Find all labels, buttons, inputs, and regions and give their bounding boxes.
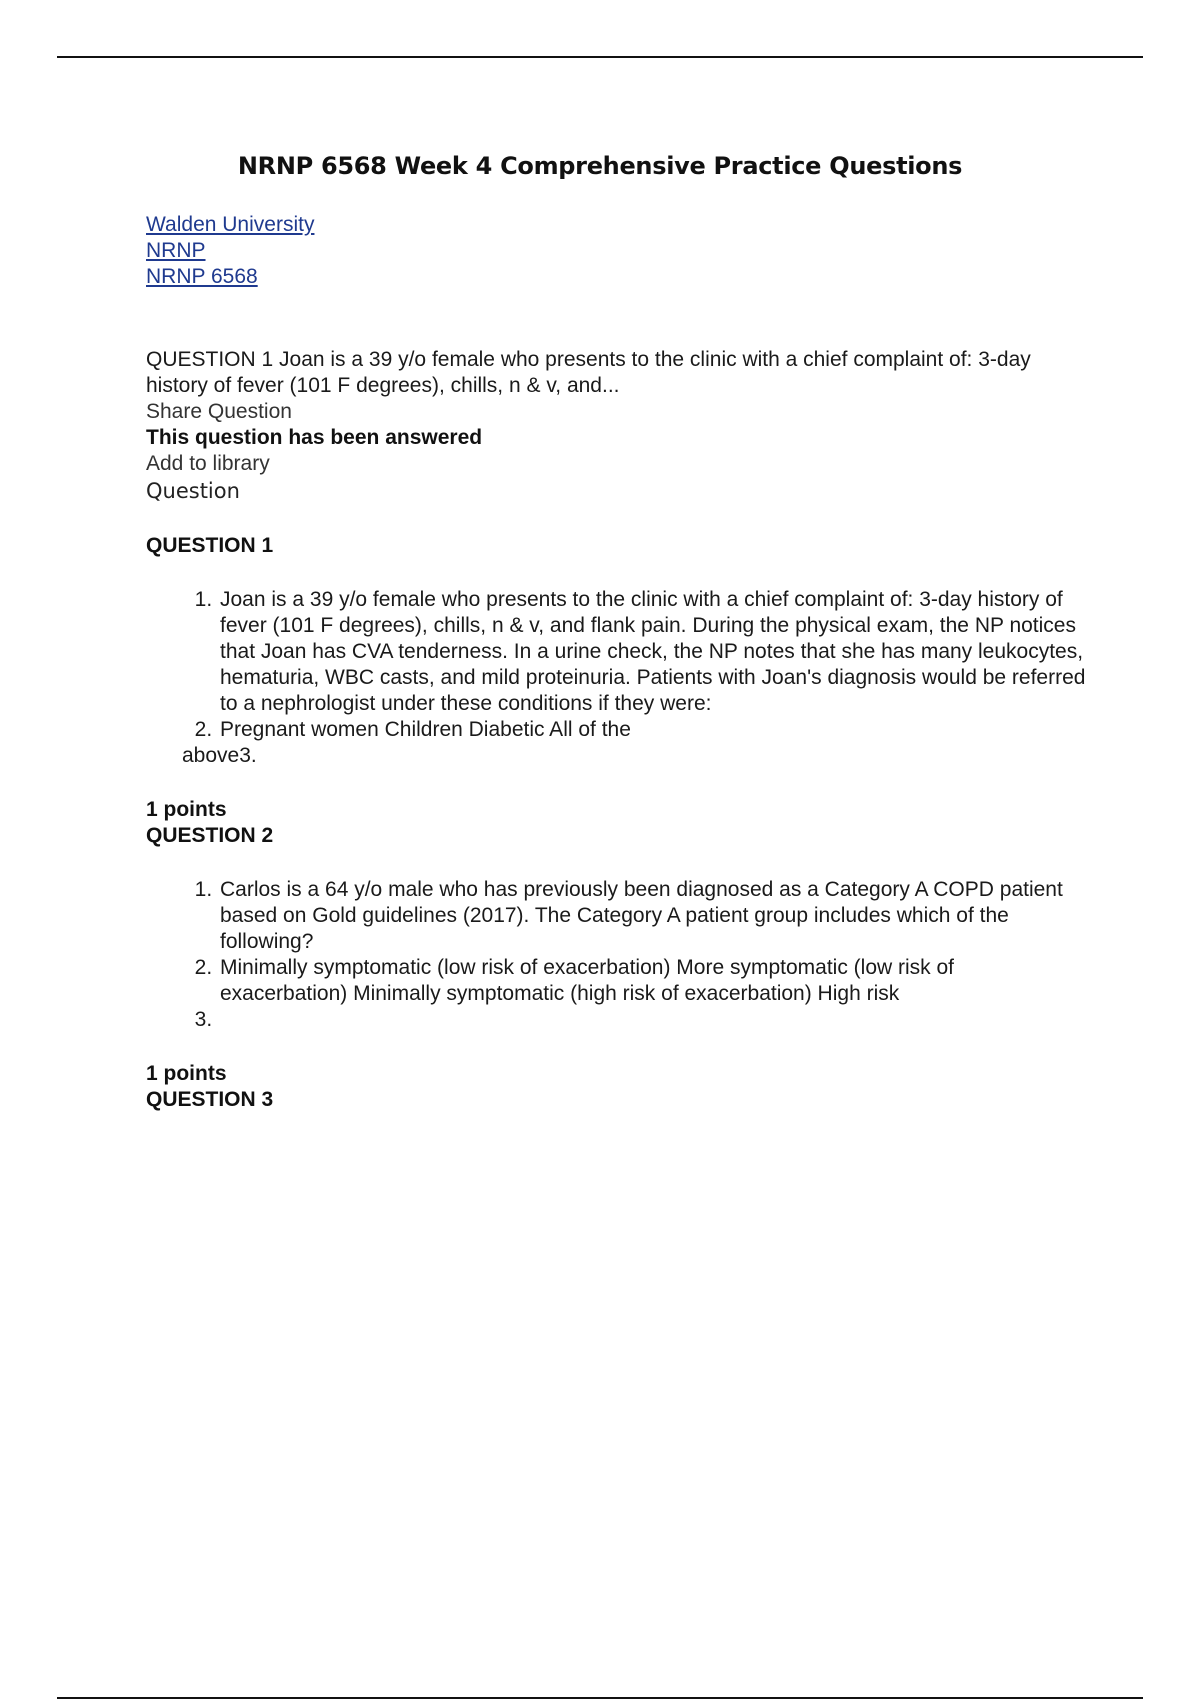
- document-title: NRNP 6568 Week 4 Comprehensive Practice Questions: [237, 152, 963, 180]
- share-question-link[interactable]: Share Question: [146, 400, 292, 423]
- question-summary: QUESTION 1 Joan is a 39 y/o female who presents to the clinic with a chief complaint of: 3-day history of fever (101 F degrees), chills, n & v, and...: [146, 348, 1031, 397]
- list-item: 1. Joan is a 39 y/o female who presents to the clinic with a chief complaint of: 3-day history of fever (101 F degrees), chills, n & v, and flank pain. During the physical exam, the NP notices that Joan has CVA tenderness. In a urine check, the NP notes that she has many leukocytes, hematuria, WBC casts, and mild proteinuria. Patients with Joan's diagnosis would be referred to a nephrologist under these conditions if they were:: [218, 587, 1086, 717]
- question-summary-block: [146, 347, 1086, 505]
- question-2-list: [146, 877, 1086, 1033]
- breadcrumb-link-course[interactable]: NRNP 6568: [146, 265, 258, 288]
- add-to-library-link[interactable]: Add to library: [146, 452, 270, 475]
- list-item: [218, 1007, 1086, 1033]
- question-2-points: 1 points: [146, 1062, 227, 1085]
- question-1-heading: QUESTION 1: [146, 534, 274, 557]
- question-1-list: [146, 587, 1086, 743]
- bottom-divider: [57, 1697, 1143, 1699]
- answered-status: This question has been answered: [146, 426, 483, 449]
- breadcrumb-link-program[interactable]: NRNP: [146, 239, 206, 262]
- list-item: 2. Minimally symptomatic (low risk of exacerbation) More symptomatic (low risk of exacerbation) Minimally symptomatic (high risk of exacerbation) High risk: [218, 955, 1086, 1007]
- list-item: 1. Carlos is a 64 y/o male who has previously been diagnosed as a Category A COPD patient based on Gold guidelines (2017). The Category A patient group includes which of the following?: [218, 877, 1086, 955]
- top-divider: [57, 56, 1143, 58]
- question-1-tail: above3.: [182, 744, 257, 767]
- question-1-points: 1 points: [146, 798, 227, 821]
- list-item: 2. Pregnant women Children Diabetic All of the: [218, 717, 1086, 743]
- document-body: [146, 212, 1086, 1113]
- breadcrumb: [146, 212, 1086, 290]
- question-label: Question: [146, 479, 240, 503]
- question-3-heading: QUESTION 3: [146, 1088, 274, 1111]
- question-2-heading: QUESTION 2: [146, 824, 274, 847]
- breadcrumb-link-university[interactable]: Walden University: [146, 213, 315, 236]
